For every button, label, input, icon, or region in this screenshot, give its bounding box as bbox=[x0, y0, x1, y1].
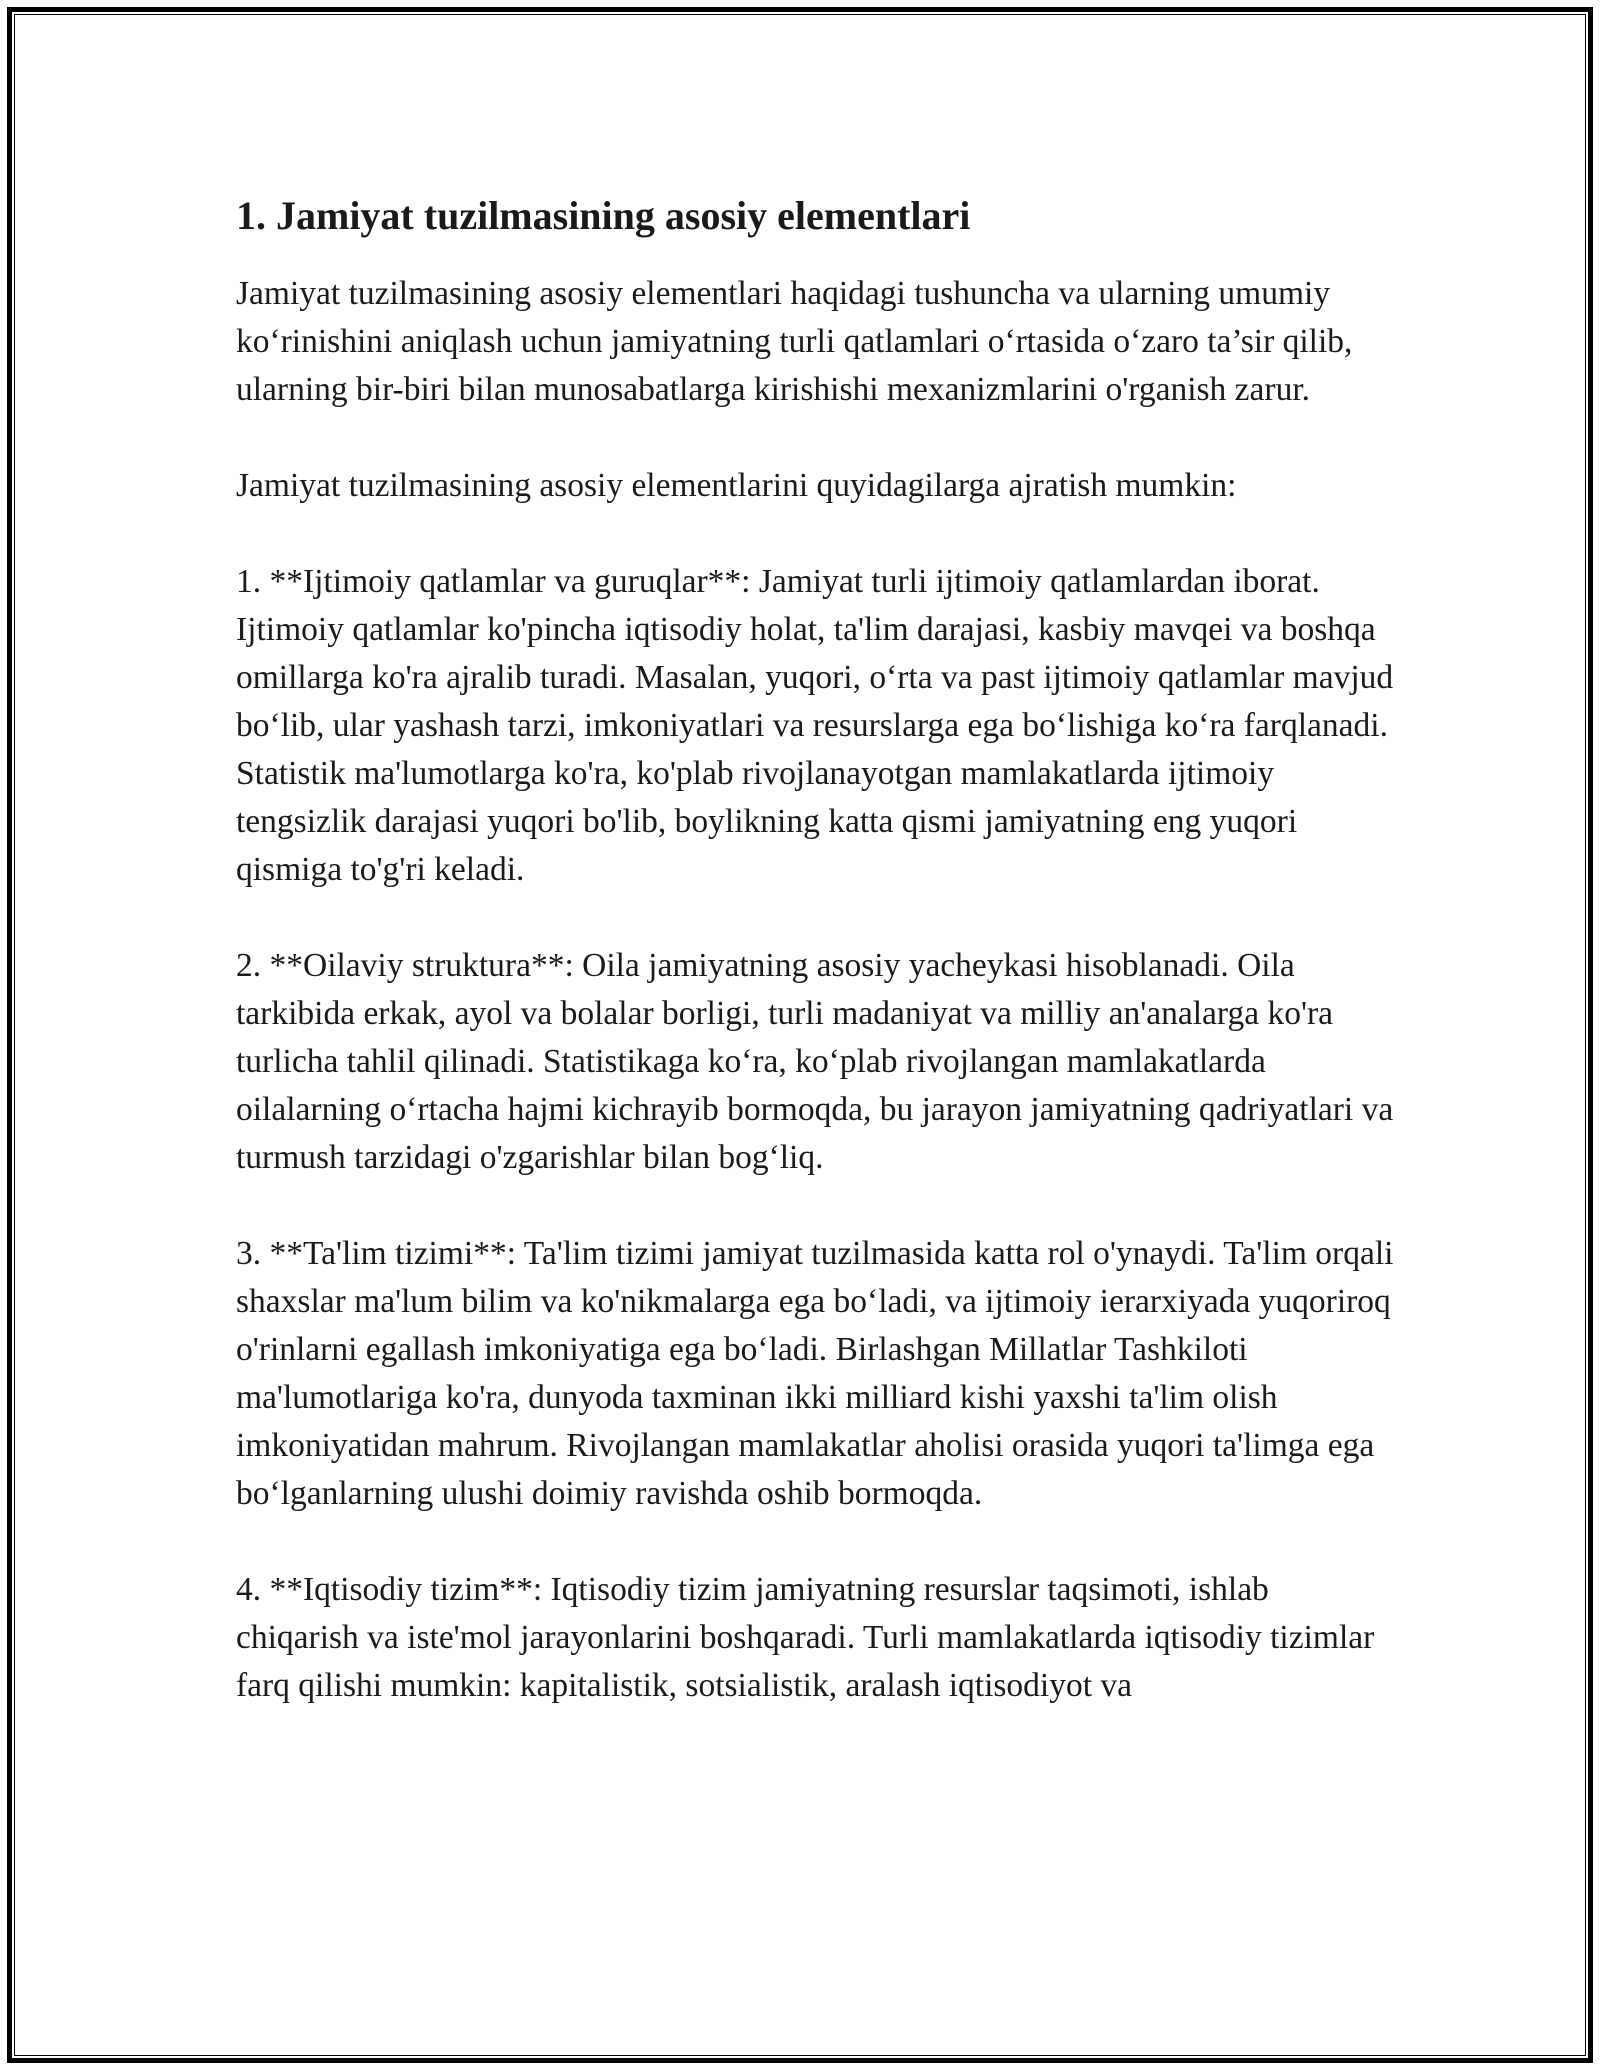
paragraph-intro: Jamiyat tuzilmasining asosiy elementlari haqidagi tushuncha va ularning umumiy ko‘rinishini aniqlash uchun jamiyatning turli qatlamlari o‘rtasida o‘zaro ta’sir qilib, ularning bir-biri bilan munosabatlarga kirishishi mexanizmlarini o'rganish zarur. bbox=[236, 275, 1353, 408]
document-title: 1. Jamiyat tuzilmasining asosiy elementlari bbox=[236, 193, 971, 238]
paragraph-lead-in: Jamiyat tuzilmasining asosiy elementlarini quyidagilarga ajratish mumkin: bbox=[236, 467, 1237, 504]
page-frame bbox=[7, 7, 1593, 2063]
paragraph-item-3: 3. **Ta'lim tizimi**: Ta'lim tizimi jamiyat tuzilmasida katta rol o'ynaydi. Ta'lim orqali shaxslar ma'lum bilim va ko'nikmalarga ega bo‘ladi, va ijtimoiy ierarxiyada yuqoriroq o'rinlarni egallash imkoniyatiga ega bo‘ladi. Birlashgan Millatlar Tashkiloti ma'lumotlariga ko'ra, dunyoda taxminan ikki milliard kishi yaxshi ta'lim olish imkoniyatidan mahrum. Rivojlangan mamlakatlar aholisi orasida yuqori ta'limga ega bo‘lganlarning ulushi doimiy ravishda oshib bormoqda. bbox=[236, 1235, 1394, 1512]
paragraph-item-2: 2. **Oilaviy struktura**: Oila jamiyatning asosiy yacheykasi hisoblanadi. Oila tarkibida erkak, ayol va bolalar borligi, turli madaniyat va milliy an'analarga ko'ra turlicha tahlil qilinadi. Statistikaga ko‘ra, ko‘plab rivojlangan mamlakatlarda oilalarning o‘rtacha hajmi kichrayib bormoqda, bu jarayon jamiyatning qadriyatlari va turmush tarzidagi o'zgarishlar bilan bog‘liq. bbox=[236, 947, 1394, 1176]
document-body bbox=[236, 188, 1396, 1710]
paragraph-item-4: 4. **Iqtisodiy tizim**: Iqtisodiy tizim jamiyatning resurslar taqsimoti, ishlab chiqarish va iste'mol jarayonlarini boshqaradi. Turli mamlakatlarda iqtisodiy tizimlar farq qilishi mumkin: kapitalistik, sotsialistik, aralash iqtisodiyot va bbox=[236, 1571, 1375, 1704]
paragraph-item-1: 1. **Ijtimoiy qatlamlar va guruqlar**: Jamiyat turli ijtimoiy qatlamlardan iborat. Ijtimoiy qatlamlar ko'pincha iqtisodiy holat, ta'lim darajasi, kasbiy mavqei va boshqa omillarga ko'ra ajralib turadi. Masalan, yuqori, o‘rta va past ijtimoiy qatlamlar mavjud bo‘lib, ular yashash tarzi, imkoniyatlari va resurslarga ega bo‘lishiga ko‘ra farqlanadi. Statistik ma'lumotlarga ko'ra, ko'plab rivojlanayotgan mamlakatlarda ijtimoiy tengsizlik darajasi yuqori bo'lib, boylikning katta qismi jamiyatning eng yuqori qismiga to'g'ri keladi. bbox=[236, 563, 1394, 888]
